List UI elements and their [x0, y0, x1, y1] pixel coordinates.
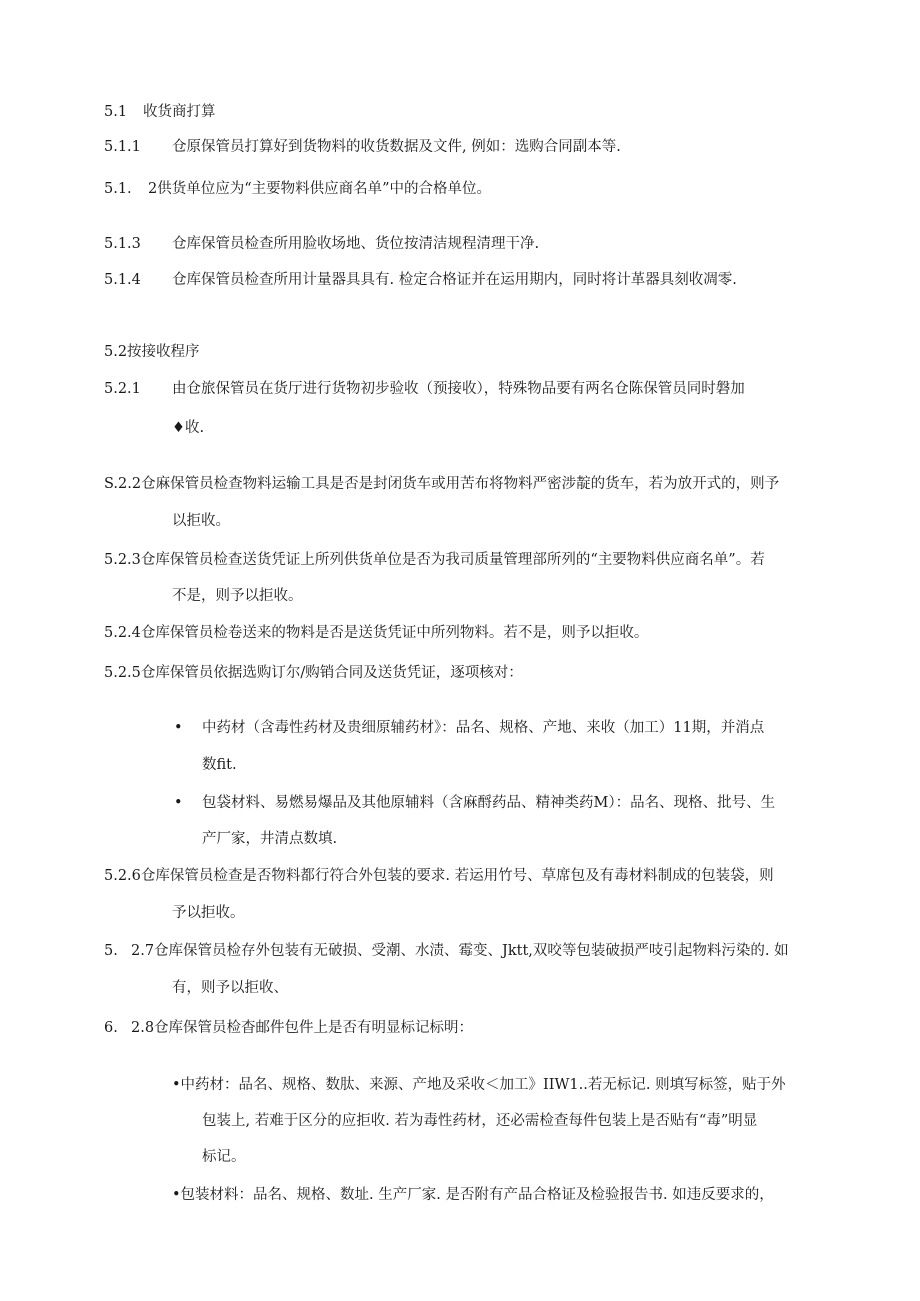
item-text: 仓库保管员检查所用脸收场地、货位按清洁规程清理干净.	[172, 236, 540, 252]
paragraph-text: 5.2.6仓库保管员检查是否物料都行符合外包装的要求. 若运用竹号、草席包及有毒材料制成的包装袋，则	[104, 868, 774, 884]
bullet-marker: •	[174, 795, 183, 811]
item-number: 5.1.3	[104, 236, 141, 252]
paragraph-text: 5.2.4仓库保管员检卷送来的物料是否是送货凭证中所列物料。若不是，则予以拒收。	[104, 625, 649, 641]
item-text-continued: ♦收.	[172, 420, 205, 436]
bullet-text-continued: 标记。	[202, 1149, 246, 1165]
item-number: 5.	[104, 943, 118, 959]
bullet-marker: •	[174, 720, 183, 736]
bullet-text: •包装材料：品名、规格、数址. 生产厂家. 是否附有产品合格证及检验报告书. 如违反要求的，	[172, 1187, 774, 1203]
paragraph-text-continued: 予以拒收。	[172, 905, 245, 921]
item-number: 5.1.4	[104, 272, 141, 288]
paragraph-text-continued: 以拒收。	[172, 513, 230, 529]
section-number: 5.1	[104, 104, 128, 120]
paragraph-text-continued: 有，则予以拒收、	[172, 980, 288, 996]
item-number: 5.2.1	[104, 381, 141, 397]
section-title: 收货商打算	[143, 104, 216, 120]
item-text: 2供货单位应为“主要物料供应商名单”中的合格单位。	[148, 181, 492, 197]
item-number: 6.	[104, 1020, 118, 1036]
bullet-text: 包袋材料、易燃易爆品及其他原辅料（含麻酹药品、精神类药M）：品名、现格、批号、生	[202, 795, 776, 811]
item-number: 5.1.	[104, 181, 132, 197]
bullet-text-continued: 包装上, 若难于区分的应拒收. 若为毒性药材，还必需检查每件包装上是否贴有“毒”明显	[202, 1113, 758, 1129]
item-text: 仓原保管员打算好到货物料的收货数据及文件, 例如：选购合同副本等.	[172, 139, 621, 155]
section-title: 5.2按接收程序	[104, 344, 200, 360]
bullet-text-continued: 产厂家，井清点数填.	[202, 831, 338, 847]
item-number: 5.1.1	[104, 139, 141, 155]
paragraph-text: 5.2.5仓库保管员依据选购订尔/购销合同及送货凭证，逐项核对：	[104, 665, 523, 681]
paragraph-text: 2.7仓库保管员检存外包装有无破损、受潮、水渍、霉变、Jktt,双咬等包装破损严吱引起物料污染的. 如	[131, 943, 789, 959]
item-text: 仓库保管员检查所用计量器具具有. 检定合格证并在运用期内，同时将计革器具刻收凋零.	[172, 272, 737, 288]
bullet-text-continued: 数fit.	[202, 757, 237, 773]
bullet-text: 中药材（含毒性药材及贵细原辅药材》：品名、规格、产地、来收（加工）11期，并消点	[202, 720, 765, 736]
paragraph-text: 5.2.3仓库保管员检查送货凭证上所列供货单位是否为我司质量管理部所列的“主要物料供应商名单”。若	[104, 552, 765, 568]
item-text: 由仓旅保管员在货厅进行货物初步验收（预接收），特殊物品要有两名仓陈保管员同时磐加	[172, 381, 745, 397]
paragraph-text-continued: 不是，则予以拒收。	[172, 588, 303, 604]
bullet-text: •中药材：品名、规格、数肽、来源、产地及采收＜加工》IIW1..若无标记. 则填写标签，贴于外	[172, 1077, 786, 1093]
paragraph-text: 2.8仓库保管员检杳邮件包件上是否有明显标记标明：	[131, 1020, 474, 1036]
paragraph-text: S.2.2仓麻保管员检查物料运输工具是否是封闭货车或用苦布将物料严密涉靛的货车，若为放开式的，则予	[104, 476, 780, 492]
